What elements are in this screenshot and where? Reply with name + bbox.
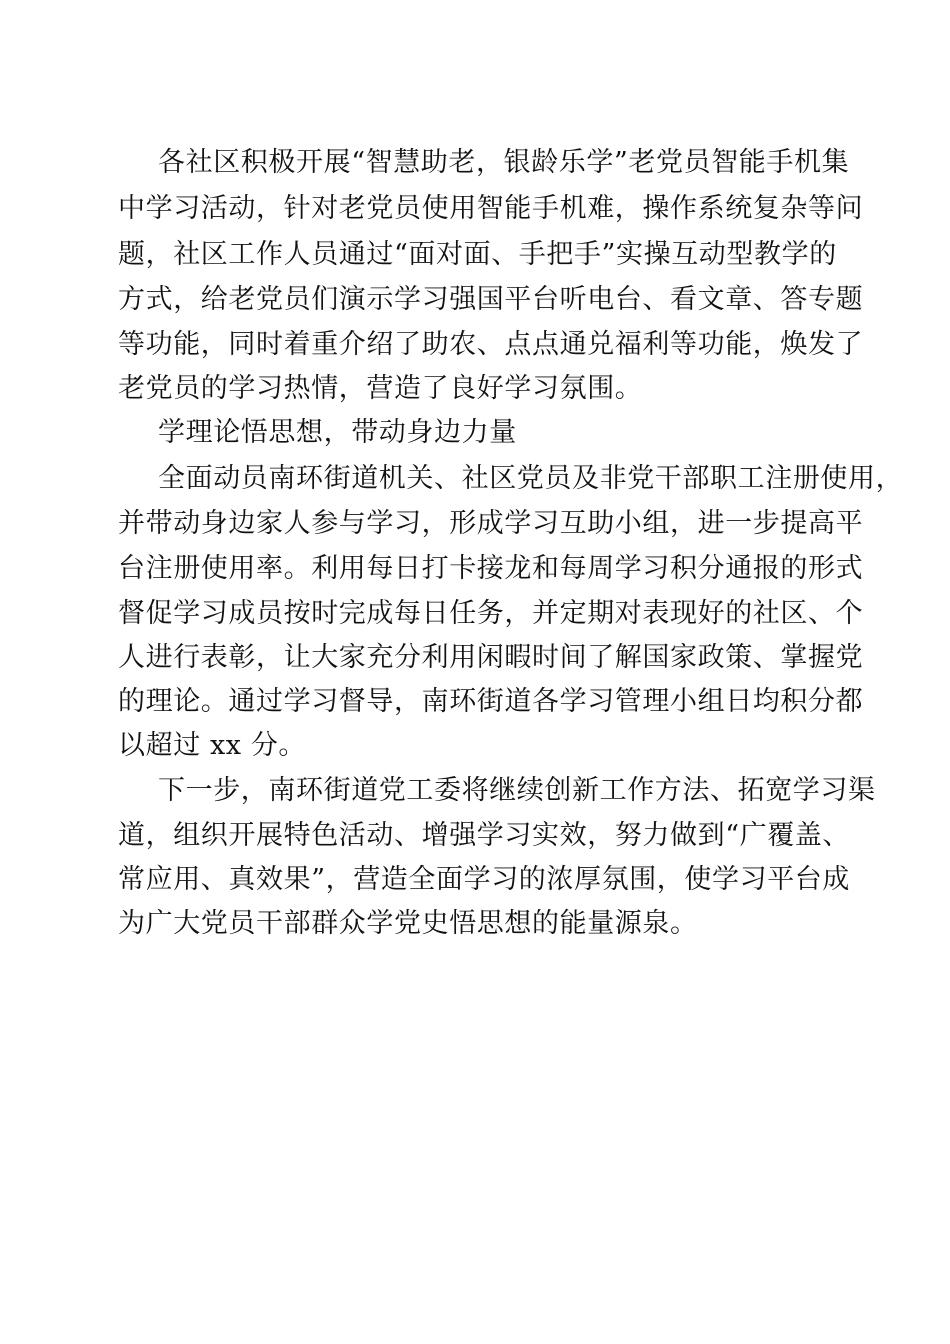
paragraph-3-line-2: 道，组织开展特色活动、增强学习实效，努力做到“广覆盖、 — [118, 820, 851, 851]
paragraph-2-line-3: 台注册使用率。利用每日打卡接龙和每周学习积分通报的形式 — [118, 553, 864, 584]
paragraph-2-line-4: 督促学习成员按时完成每日任务，并定期对表现好的社区、个 — [118, 598, 864, 629]
paragraph-3-line-4: 为广大党员干部群众学党史悟思想的能量源泉。 — [118, 908, 698, 939]
section-heading: 学理论悟思想，带动身边力量 — [158, 417, 517, 448]
paragraph-2-line-7: 以超过 xx 分。 — [118, 730, 307, 761]
paragraph-3-line-1: 下一步，南环街道党工委将继续创新工作方法、拓宽学习渠 — [158, 775, 876, 806]
paragraph-2-line-6: 的理论。通过学习督导，南环街道各学习管理小组日均积分都 — [118, 686, 864, 717]
paragraph-2-line-1: 全面动员南环街道机关、社区党员及非党干部职工注册使用， — [158, 463, 904, 494]
paragraph-2-line-5: 人进行表彰，让大家充分利用闲暇时间了解国家政策、掌握党 — [118, 642, 864, 673]
paragraph-1-line-3: 题，社区工作人员通过“面对面、手把手”实操互动型教学的 — [118, 239, 837, 270]
paragraph-1-line-2: 中学习活动，针对老党员使用智能手机难，操作系统复杂等问 — [118, 193, 864, 224]
paragraph-1-line-4: 方式，给老党员们演示学习强国平台听电台、看文章、答专题 — [118, 284, 864, 315]
paragraph-2-line-2: 并带动身边家人参与学习，形成学习互助小组，进一步提高平 — [118, 508, 864, 539]
paragraph-1-line-6: 老党员的学习热情，营造了良好学习氛围。 — [118, 373, 643, 404]
paragraph-3-line-3: 常应用、真效果”，营造全面学习的浓厚氛围，使学习平台成 — [118, 864, 851, 895]
paragraph-1-line-5: 等功能，同时着重介绍了助农、点点通兑福利等功能，焕发了 — [118, 329, 864, 360]
paragraph-1-line-1: 各社区积极开展“智慧助老，银龄乐学”老党员智能手机集 — [158, 147, 850, 178]
